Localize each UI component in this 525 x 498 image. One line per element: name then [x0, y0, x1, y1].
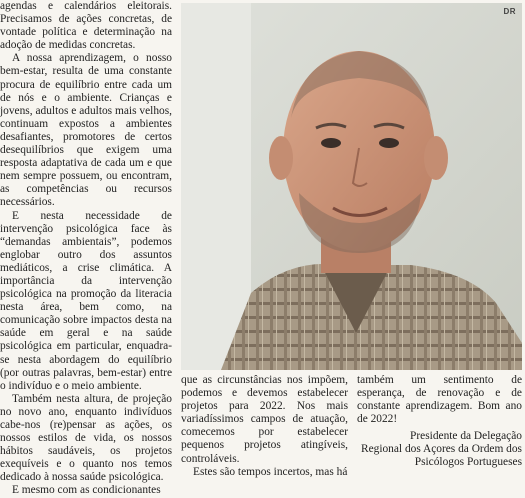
- paragraph-3: E nesta necessidade de intervenção psicológica face às “demandas ambientais”, podemos englobar outro dos assuntos mediáticos, a crise climática. A importância da intervenção psicológica na promoção da literacia nesta área, bem como, na comunicação sobre impactos desta na saúde em geral e na saúde psicológica em particular, enquadra-se nesta abordagem do equilíbrio (por outras palavras, bem-estar) entre o indivíduo e o meio ambiente.: [0, 209, 172, 392]
- article-column-1: [0, 0, 172, 498]
- paragraph-7: Estes são tempos incertos, mas há: [193, 465, 348, 478]
- author-signature: [357, 430, 522, 469]
- photo-credit: DR: [503, 7, 516, 16]
- paragraph-1: agendas e calendários eleitorais. Precisamos de ações concretas, de vontade política e determinação na adoção de medidas concretas.: [0, 0, 172, 52]
- article-column-3: [357, 374, 522, 426]
- paragraph-6: que as circunstâncias nos impõem, podemos e devemos estabelecer projetos para 2022. Nos mais variadíssimos campos de atuação, comecemos por estabelecer pequenos projetos atingíveis, controláveis.: [181, 374, 348, 465]
- signature-line-2: Regional dos Açores da Ordem dos: [360, 443, 522, 456]
- paragraph-2: A nossa aprendizagem, o nosso bem-estar, resulta de uma constante procura de equilíbrio entre cada um de nós e o ambiente. Crianças e jovens, adultos e adultos mais velhos, continuam expostos a ambientes desafiantes, promotores de certos desequilíbrios que exigem uma resposta adaptativa de cada um e que nem sempre possuem, ou encontram, as competências ou recursos necessários.: [0, 52, 172, 209]
- article-column-2: [181, 374, 348, 479]
- paragraph-8: também um sentimento de esperança, de renovação e de constante aprendizagem. Bom ano de 2022!: [357, 374, 522, 426]
- portrait-illustration: [181, 3, 522, 370]
- signature-line-1: Presidente da Delegação: [410, 430, 522, 442]
- author-portrait-photo: [181, 3, 522, 370]
- signature-line-3: Psicólogos Portugueses: [414, 456, 522, 469]
- paragraph-5: E mesmo com as condicionantes: [12, 484, 161, 497]
- paragraph-4: Também nesta altura, de projeção no novo ano, enquanto indivíduos cabe-nos (re)pensar as ações, os nossos estilos de vida, os nossos hábitos saudáveis, os projetos exequíveis e o quanto nos temos dedicado à nossa saúde psicológica.: [0, 392, 172, 484]
